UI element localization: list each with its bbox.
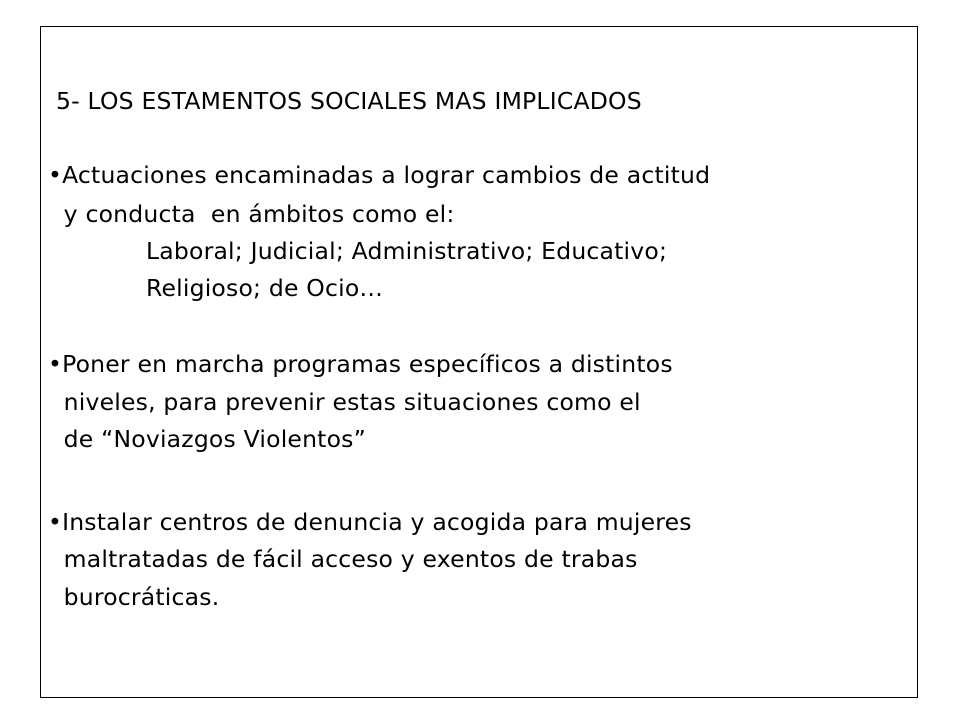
bullet-1-line-1 [48, 160, 710, 190]
bullet-1-text: Actuaciones encaminadas a lograr cambios de actitud [62, 161, 711, 189]
bullet-3-line-3: burocráticas. [56, 583, 220, 611]
bullet-3-line-1 [48, 507, 692, 537]
bullet-3-text: Instalar centros de denuncia y acogida para mujeres [62, 508, 692, 536]
slide-title: 5- LOS ESTAMENTOS SOCIALES MAS IMPLICADOS [56, 87, 642, 115]
bullet-marker: • [48, 508, 63, 536]
bullet-2-line-3: de “Noviazgos Violentos” [56, 425, 366, 453]
bullet-1-subline-2: Religioso; de Ocio… [146, 274, 384, 302]
bullet-marker: • [48, 161, 63, 189]
bullet-2-text: Poner en marcha programas específicos a distintos [62, 350, 673, 378]
bullet-2-line-1 [48, 349, 673, 379]
bullet-marker: • [48, 350, 63, 378]
bullet-1-line-2: y conducta en ámbitos como el: [56, 200, 455, 228]
bullet-2-line-2: niveles, para prevenir estas situaciones como el [56, 388, 641, 416]
bullet-3-line-2: maltratadas de fácil acceso y exentos de trabas [56, 545, 638, 573]
bullet-1-subline-1: Laboral; Judicial; Administrativo; Educativo; [146, 237, 668, 265]
